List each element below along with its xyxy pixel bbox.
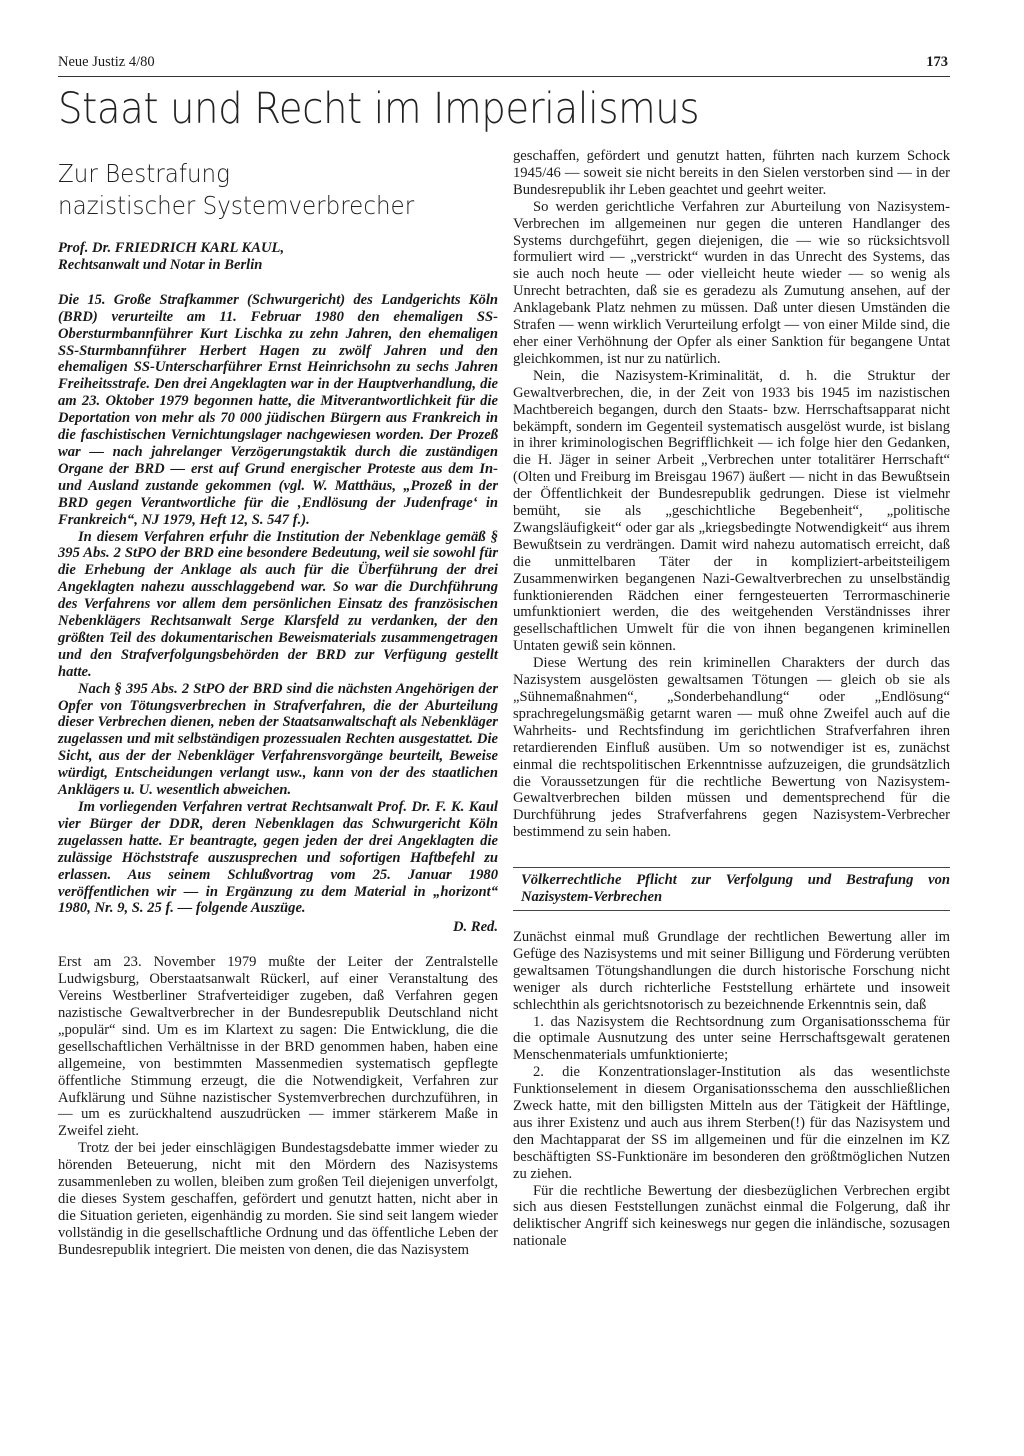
article-title-line-2: nazistischer Systemverbrecher	[58, 191, 415, 220]
intro-paragraph: Die 15. Große Strafkammer (Schwurgericht) des Landgerichts Köln (BRD) verurteilte am 11. Februar 1980 den ehemaligen SS-Obersturmbannführer Kurt Lischka zu zehn Jahren, den ehemaligen SS-Sturmbannführer Herbert Hagen zu zwölf Jahren und den ehemaligen SS-Unterscharführer Ernst Heinrichsohn zu sechs Jahren Freiheitsstrafe. Den drei Angeklagten war in der Hauptverhandlung, die am 23. Oktober 1979 begonnen hatte, die Mitverantwortlichkeit für die Deportation von mehr als 70 000 jüdischen Bürgern aus Frankreich in die faschistischen Vernichtungslager nachgewiesen worden. Der Prozeß war — nach jahrelanger Verzögerungstaktik durch die zuständigen Organe der BRD — erst auf Grund energischer Proteste aus dem In- und Ausland zustande gekommen (vgl. W. Matthäus, „Prozeß in der BRD gegen Verantwortliche für die ‚Endlösung der Judenfrage‘ in Frankreich“, NJ 1979, Heft 12, S. 547 f.).	[58, 291, 498, 528]
body-paragraph: Trotz der bei jeder einschlägigen Bundestagsdebatte immer wieder zu hörenden Beteuerung, nicht mit den Mördern des Nazisystems zusammenleben zu wollen, bleiben zum großen Teil diejenigen unverfolgt, die dieses System geschaffen, gefördert und genutzt hatten, nicht aber in die Situation gerieten, eigenhändig zu morden. Sie sind seit langem wieder vollständig in die gesellschaftliche Ordnung und das öffentliche Leben der Bundesrepublik integriert. Die meisten von denen, die das Nazisystem	[58, 1140, 498, 1258]
spacer	[58, 936, 498, 954]
body-paragraph: Diese Wertung des rein kriminellen Charakters der durch das Nazisystem ausgelösten gewaltsamen Tötungen — gleich ob sie als „Sühnemaßnahmen“, „Sonderbehandlung“ oder „Endlösung“ sprachregelungsmäßig getarnt waren — muß ohne Zweifel auch auf die Wahrheits- und Rechtsfindung im gerichtlichen Strafverfahren ihren retardierenden Einfluß ausüben. Um so notwendiger ist es, zunächst einmal die rechtspolitischen Erkenntnisse aufzuzeigen, die grundsätzlich die Voraussetzungen für die rechtliche Bewertung von Nazisystem-Gewaltverbrechen bilden müssen und dementsprechend für die Durchführung jedes Strafverfahrens gegen Nazisystem-Verbrecher bestimmend zu sein haben.	[513, 655, 950, 841]
subheading-rule-bottom	[513, 910, 950, 911]
intro-paragraph: In diesem Verfahren erfuhr die Institution der Nebenklage gemäß § 395 Abs. 2 StPO der BRD eine besondere Bedeutung, weil sie sowohl für die Erhebung der Anklage als auch für die Überführung der drei Angeklagten nahezu ausschlaggebend war. So war die Durchführung des Verfahrens vor allem dem persönlichen Einsatz des französischen Nebenklägers Rechtsanwalt Serge Klarsfeld zu verdanken, der den größten Teil des dokumentarischen Beweismaterials zusammengetragen und den Strafverfolgungsbehörden der BRD zur Verfügung gestellt hatte.	[58, 528, 498, 680]
subheading-box	[513, 867, 950, 911]
column-left	[58, 148, 498, 1259]
column-right	[513, 148, 950, 1250]
journal-issue: Neue Justiz 4/80	[58, 54, 155, 70]
editor-note: D. Red.	[453, 919, 498, 936]
page-number: 173	[926, 54, 948, 70]
body-paragraph: Für die rechtliche Bewertung der diesbezüglichen Verbrechen ergibt sich aus diesen Feststellungen zunächst einmal die Folgerung, daß ihr deliktischer Angriff sich keineswegs nur gegen die inländische, sozusagen nationale	[513, 1182, 950, 1250]
intro-paragraph: Nach § 395 Abs. 2 StPO der BRD sind die nächsten Angehörigen der Opfer von Tötungsverbrechen in Strafverfahren, die der Aburteilung dieser Verbrechen dienen, neben der Staatsanwaltschaft als Nebenkläger zugelassen und mit selbständigen prozessualen Rechten ausgestattet. Die Sicht, aus der der Nebenkläger Verfahrensvorgänge beurteilt, Beweise würdigt, Entscheidungen verlangt usw., kann von der des staatlichen Anklägers u. U. wesentlich abweichen.	[58, 680, 498, 799]
list-item: 1. das Nazisystem die Rechtsordnung zum Organisationsschema für die optimale Ausnutzung des unter seine Herrschaftsgewalt geratenen Menschenmaterials umfunktionierte;	[513, 1013, 950, 1064]
author-byline	[58, 240, 498, 274]
body-paragraph: Erst am 23. November 1979 mußte der Leiter der Zentralstelle Ludwigsburg, Oberstaatsanwalt Rückerl, auf einer Veranstaltung des Vereins Westberliner Strafverteidiger zugeben, daß Verfahren gegen nazistische Gewaltverbrecher in der Bundesrepublik Deutschland nicht „populär“ sind. Um es im Klartext zu sagen: Die Entwicklung, die die gesellschaftlichen Verhältnisse in der BRD genommen haben, haben eine allgemeine, von bestimmten Massenmedien systematisch gepflegte öffentliche Stimmung erzeugt, die die Notwendigkeit, Verfahren zur Aufklärung und Sühne nazistischer Systemverbrechen durchzuführen, in — um es zurückhaltend auszudrücken — immer stärkerem Maße in Zweifel zieht.	[58, 954, 498, 1140]
body-paragraph: geschaffen, gefördert und genutzt hatten, führten nach kurzem Schock 1945/46 — soweit sie nicht bereits in den Sielen verstorben sind — in der Bundesrepublik ihr Leben geachtet und geehrt weiter.	[513, 148, 950, 198]
author-name: Prof. Dr. FRIEDRICH KARL KAUL,	[58, 240, 285, 256]
intro-paragraph: Im vorliegenden Verfahren vertrat Rechtsanwalt Prof. Dr. F. K. Kaul vier Bürger der DDR, deren Nebenklagen das Schwurgericht Köln zugelassen hatte. Er beantragte, gegen jeden der drei Angeklagten die zulässige Höchststrafe auszusprechen und sofortigen Haftbefehl zu erlassen. Aus seinem Schlußvortrag vom 25. Januar 1980 veröffentlichen wir — in Ergänzung zu dem Material in „horizont“ 1980, Nr. 9, S. 25 f. — folgende Auszüge.	[58, 799, 498, 917]
body-paragraph: So werden gerichtliche Verfahren zur Aburteilung von Nazisystem-Verbrechen im allgemeinen nur gegen die unteren Handlanger des Systems durchgeführt, gegen diejenigen, die — wie so rücksichtsvoll formuliert wird — „verstrickt“ wurden in das Unrecht des Systems, das sie auch noch heute — oder vielleicht heute wieder — so wenig als Unrecht betrachten, daß sie es geradezu als Zumutung ansehen, auf der Anklagebank Platz nehmen zu müssen. Daß unter diesen Umständen die Strafen — wenn wirklich Verurteilung erfolgt — von einer Milde sind, die eher einer Verhöhnung der Opfer als einer Sanktion für begangene Untat gleichkommen, ist nur zu natürlich.	[513, 198, 950, 367]
body-paragraph: Zunächst einmal muß Grundlage der rechtlichen Bewertung aller im Gefüge des Nazisystems und mit seiner Billigung und Förderung verübten gewaltsamen Tötungshandlungen die durch historische Forschung nicht weniger als durch richterliche Feststellung erhärtete und insoweit schlechthin als gerichtsnotorisch zu bezeichnende Erkenntnis sein, daß	[513, 928, 950, 1013]
running-header	[58, 54, 948, 76]
list-item: 2. die Konzentrationslager-Institution als das wesentlichste Funktionselement in diesem Organisationsschema den ausschließlichen Zweck hatte, mit den billigsten Mitteln aus der Tätigkeit der Häftlinge, aus ihrer Existenz und auch aus ihrem Sterben(!) für das Nazisystem und den Machtapparat der SS im allgemeinen und für die einzelnen im KZ beschäftigten SS-Funktionäre im besonderen den größtmöglichen Nutzen zu ziehen.	[513, 1064, 950, 1182]
section-title: Staat und Recht im Imperialismus	[58, 84, 700, 134]
subheading: Völkerrechtliche Pflicht zur Verfolgung und Bestrafung von Nazisystem-Verbrechen	[521, 872, 950, 906]
article-title	[58, 158, 463, 222]
header-rule	[58, 76, 950, 77]
body-paragraph: Nein, die Nazisystem-Kriminalität, d. h. die Struktur der Gewaltverbrechen, die, in der Zeit von 1933 bis 1945 im nazistischen Machtbereich begangen, durch den Staats- bzw. Herrschaftsapparat nicht bekämpft, sondern im Gegenteil systematisch ausgelöst wurde, ist bislang in ihrer kriminologischen Begrifflichkeit — ich folge hier den Gedanken, die H. Jäger in seiner Arbeit „Verbrechen unter totalitärer Herrschaft“ (Olten und Freiburg im Breisgau 1967) äußert — nicht in das Bewußtsein der Öffentlichkeit der Bundesrepublik gedrungen. Diese ist vielmehr bemüht, sie als „geschichtliche Begebenheit“, „politische Zwangsläufigkeit“ oder gar als „kriegsbedingte Notwendigkeit“ aus ihrem Bewußtsein zu verdrängen. Damit wird nahezu automatisch erreicht, daß die unmittelbaren Täter der in kompliziert-arbeitsteiligem Zusammenwirken begangenen Nazi-Gewaltverbrechen zu unselbständig funktionierenden Rädchen einer ferngesteuerten Terrormaschinerie umfunktioniert werden, die des weitgehenden Verständnisses ihrer gesellschaftlichen Umwelt für die von ihnen begangenen kriminellen Untaten gewiß sein können.	[513, 367, 950, 655]
editorial-intro	[58, 292, 498, 936]
author-role: Rechtsanwalt und Notar in Berlin	[58, 256, 263, 273]
article-title-line-1: Zur Bestrafung	[58, 159, 230, 188]
